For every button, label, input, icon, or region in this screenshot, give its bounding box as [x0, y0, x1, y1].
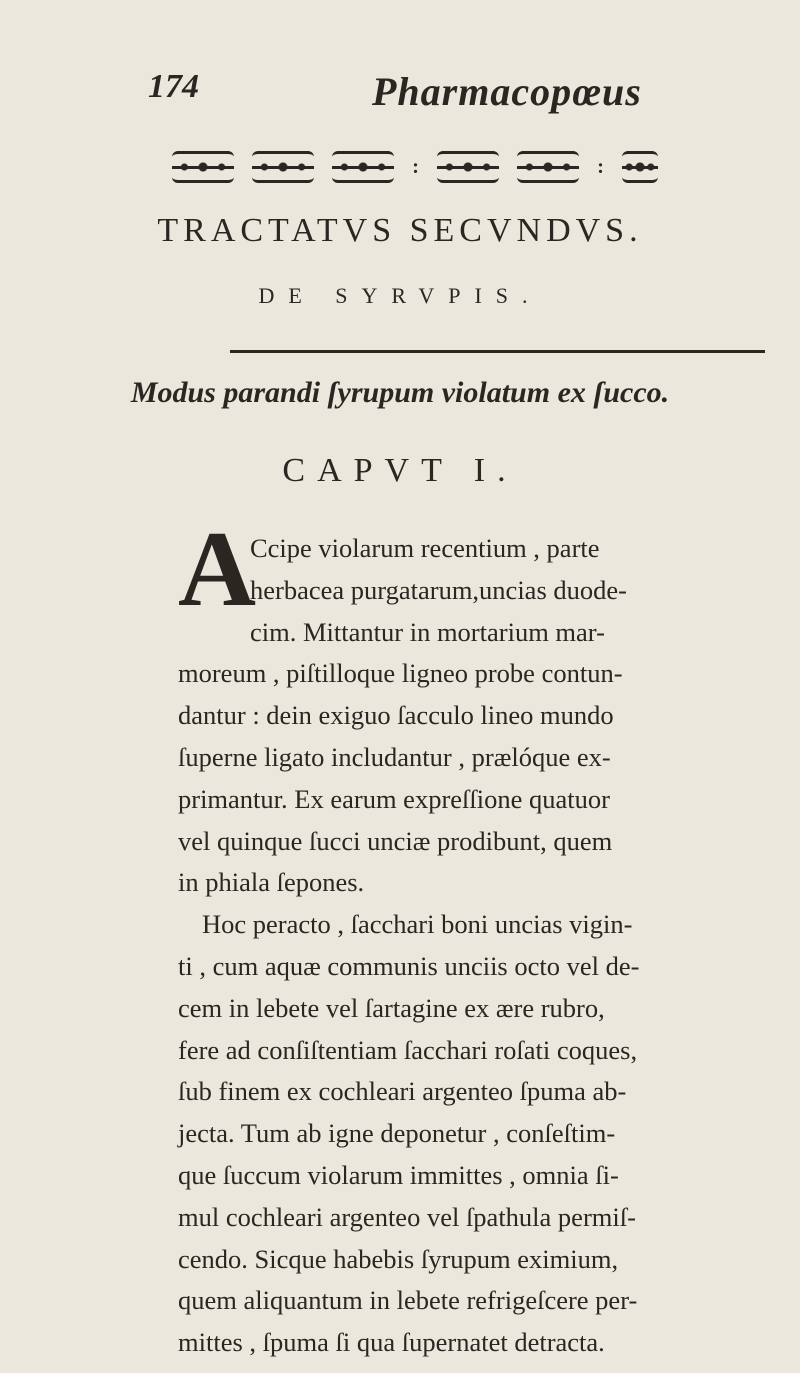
- running-head: [0, 68, 800, 118]
- text-line: cim. Mittantur in mortarium mar-: [250, 616, 605, 647]
- chapter-label: CAPVT I.: [282, 452, 518, 489]
- tractatus-subtitle: DE SYRVPIS.: [258, 283, 542, 308]
- ornament-fleuron-2: [252, 151, 314, 183]
- ornament-fleuron-6: [622, 151, 658, 183]
- ornament-fleuron-1: [172, 151, 234, 183]
- ornament-separator: :: [412, 155, 419, 178]
- page-number: 174: [148, 68, 199, 105]
- text-line: mittes , ſpuma ſi qua ſupernatet detracta.: [178, 1327, 605, 1358]
- drop-cap: A: [178, 510, 256, 629]
- body-text: [178, 510, 778, 1364]
- ornament-fleuron-3: [332, 151, 394, 183]
- text-line: ſub finem ex cochleari argenteo ſpuma ab-: [178, 1076, 627, 1107]
- printers-ornament-band: [172, 150, 658, 184]
- chapter-heading: Modus parandi ſyrupum violatum ex ſucco.: [130, 376, 670, 409]
- text-line: que ſuccum violarum immittes , omnia ſi-: [178, 1159, 619, 1190]
- text-line: cendo. Sicque habebis ſyrupum eximium,: [178, 1243, 619, 1274]
- horizontal-rule: [230, 350, 765, 353]
- running-title: Pharmacopœus: [372, 69, 642, 114]
- text-line: primantur. Ex earum expreſſione quatuor: [178, 783, 610, 814]
- text-line: cem in lebete vel ſartagine ex ære rubro,: [178, 992, 605, 1023]
- text-line: mul cochleari argenteo vel ſpathula permiſ-: [178, 1201, 636, 1232]
- ornament-fleuron-4: [437, 151, 499, 183]
- tractatus-title: TRACTATVS SECVNDVS.: [157, 212, 643, 249]
- text-line: vel quinque ſucci unciæ prodibunt, quem: [178, 825, 613, 856]
- ornament-fleuron-5: [517, 151, 579, 183]
- text-line: Hoc peracto , ſacchari boni uncias vigin-: [202, 909, 633, 940]
- text-line: ſuperne ligato includantur , prælóque ex-: [178, 741, 611, 772]
- text-line: herbacea purgatarum,uncias duode-: [250, 574, 627, 605]
- text-line: moreum , piſtilloque ligneo probe contun-: [178, 658, 623, 689]
- text-line: fere ad conſiſtentiam ſacchari roſati coques,: [178, 1034, 638, 1065]
- text-line: ti , cum aquæ communis unciis octo vel de-: [178, 950, 640, 981]
- ornament-separator-2: :: [597, 155, 604, 178]
- text-line: in phiala ſepones.: [178, 867, 365, 898]
- text-line: quem aliquantum in lebete refrigeſcere per-: [178, 1285, 638, 1316]
- text-line: Ccipe violarum recentium , parte: [250, 533, 600, 563]
- text-line: jecta. Tum ab igne deponetur , conſeſtim-: [178, 1118, 616, 1149]
- text-line: dantur : dein exiguo ſacculo lineo mundo: [178, 700, 614, 731]
